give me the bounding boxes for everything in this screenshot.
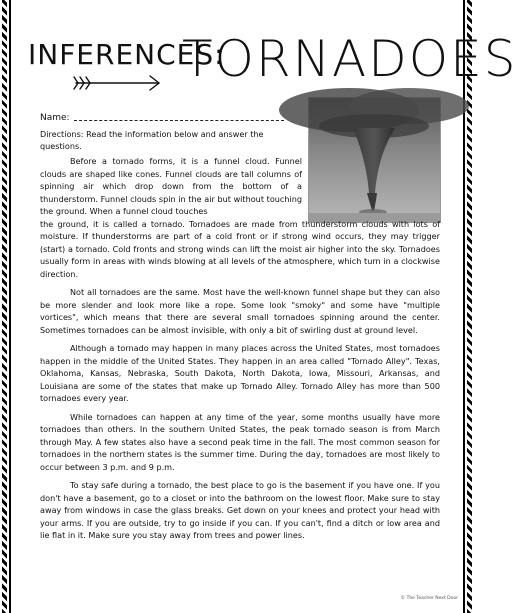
paragraph-1-rest: the ground, it is called a tornado. Tornadoes are made from thunderstorm clouds with lots of moisture. If thunderstorms are part of a cold front or if strong wind occurs, they may trigger (start) a tornado. Cold fronts and strong winds can lift the moist air higher into the sky. Tornadoes usually form in areas with winds blowing at all levels of the atmosphere, which turn in a clockwise direction. (40, 218, 440, 279)
paragraph-4: While tornadoes can happen at any time of the year, some months usually have more tornadoes than others. In the southern United States, the peak tornado season is from March through May. A few states also have a second peak time in the fall. The most common season for tornadoes in the northern states is the summer time. During the day, tornadoes are most likely to occur between 3 p.m. and 9 p.m. (40, 411, 440, 472)
left-border-stripe (2, 0, 7, 613)
paragraph-5: To stay safe during a tornado, the best place to go is the basement if you have one. If you don't have a basement, go to a closet or into the bathroom on the lowest floor. Make sure to stay away from windows in case the glass breaks. Get down on your knees and protect your head with your arms. If you are outside, try to go inside if you can. If you can't, find a ditch or low area and lie flat in it. Make sure you stay away from trees and power lines. (40, 480, 440, 540)
paragraph-2: Not all tornadoes are the same. Most have the well-known funnel shape but they can also be more slender and look more like a rope. Some look "smoky" and some have "multiple vortices", which means that there are several small tornadoes spinning around the center. Sometimes tornadoes can be almost invisible, with only a bit of swirling dust at ground level. (40, 287, 440, 335)
left-border-line (9, 0, 11, 613)
name-field-row (40, 113, 284, 123)
paragraph-3: Although a tornado may happen in many places across the United States, most tornadoes happen in the middle of the United States. They happen in an area called "Tornado Alley". Texas, Oklahoma, Kansas, Nebraska, South Dakota, North Dakota, Iowa, Missouri, Arkansas, and Louisiana are some of the states that make up Tornado Alley. Tornado Alley has more than 500 tornadoes every year. (40, 343, 440, 403)
name-label: Name: (40, 113, 70, 123)
article-body (40, 155, 440, 548)
paragraph-1-top: Before a tornado forms, it is a funnel cloud. Funnel clouds are shaped like cones. Funnel clouds are tall columns of spinning air which drop down from the bottom of a thunderstorm. Funnel clouds spin in the air but without touching the ground. When a funnel cloud touches (40, 156, 302, 216)
directions: Directions: Read the information below and answer the questions. (40, 129, 264, 151)
name-blank-line[interactable] (74, 120, 284, 121)
title-tornadoes: TORNADOES (182, 30, 517, 88)
title-inferences: INFERENCES: (28, 38, 225, 71)
right-border-stripe (467, 0, 472, 613)
copyright: © The Teacher Next Door (400, 596, 458, 601)
arrow-icon (74, 72, 162, 94)
right-border-line (463, 0, 465, 613)
